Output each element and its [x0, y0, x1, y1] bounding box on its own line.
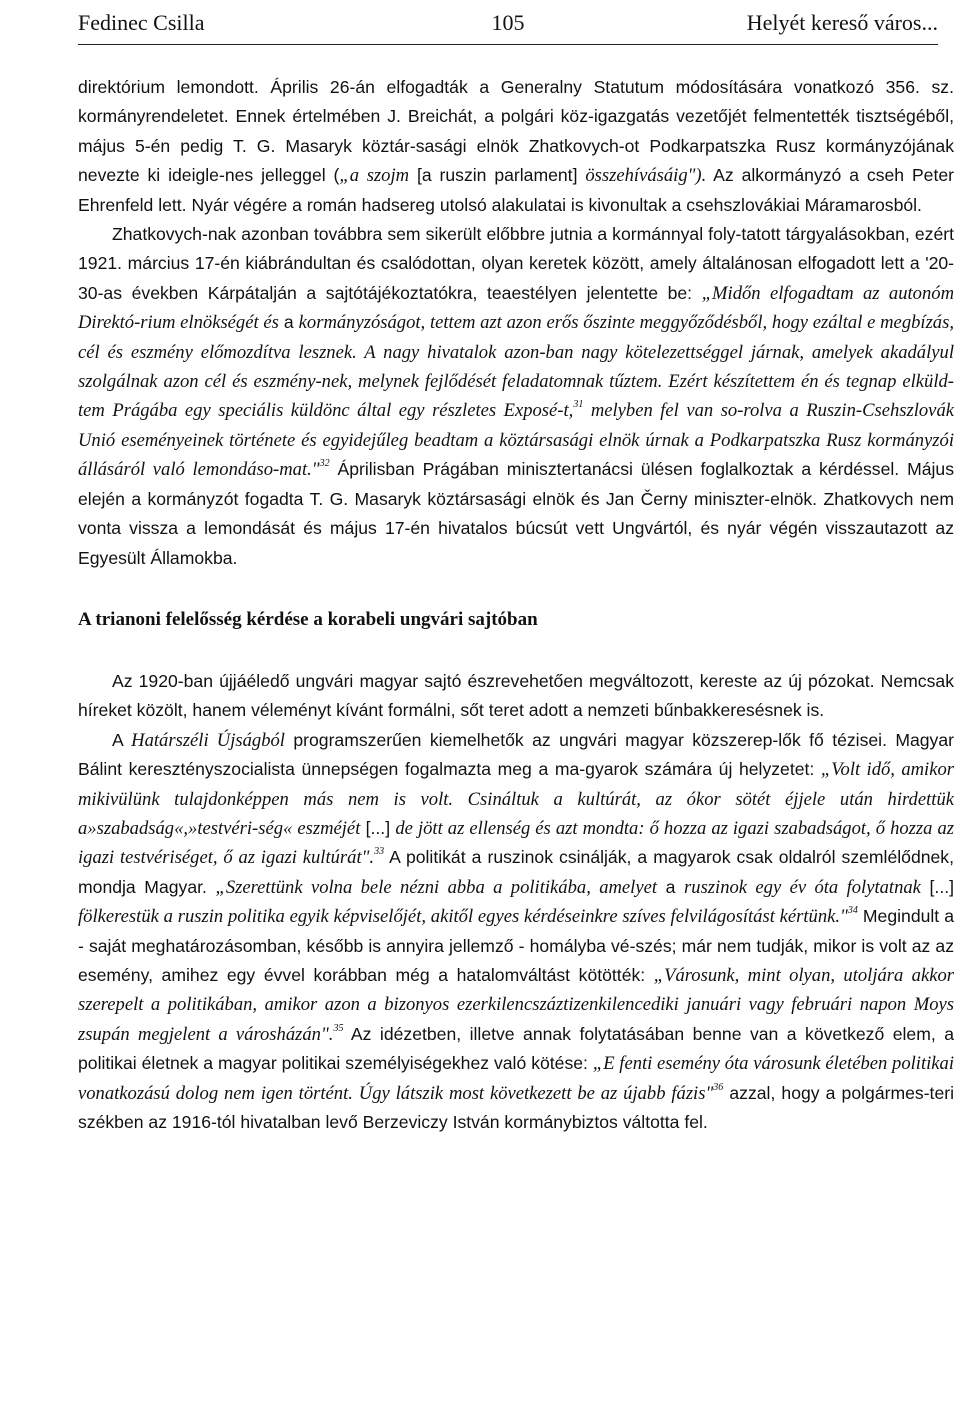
p2-quote-3: melyben fel van so-rolva a Ruszin-Csehszlovák Unió eseményeinek története és egyidejűleg beadtam a köztársasági elnök úrnak a Podkarpatszka Rusz kormányzói állásáról való lemondáso-mat." [78, 400, 954, 481]
header-page-number: 105 [491, 10, 525, 35]
header-short-title: Helyét kereső város... [746, 10, 938, 35]
p4-quote-3: ruszinok egy év óta folytatnak [684, 876, 921, 898]
p1-quote-end: összehívásáig"). [585, 165, 707, 187]
p1-quote-szojm: szojm [366, 165, 410, 187]
p4-quote-1: „Volt idő, amikor mikivülünk tulajdonképpen más nem is volt. Csináltuk a kultúrát, az ókor sötét éjjele után hirdettük a»szabadság«,»testvéri-ség« eszméjét [78, 759, 954, 839]
p1-text-1: direktórium lemondott. Április 26-án elfogadták a Generalny Statutum módosítására vonatkozó 356. sz. kormányrendeletet. Ennek értelmében J. Breichát, a polgári köz-igazgatás vezetőjét felmentették tisztségéből, május 5-én pedig T. G. Masaryk köztár-sasági elnök Zhatkovych-ot Podkarpatszka Rusz kormányzójának nevezte ki ideigle-nes jelleggel ( [78, 77, 954, 186]
p4-newspaper-title: Határszéli Újságból [131, 729, 285, 751]
p4-text-1: programszerűen kiemelhetők az ungvári magyar közszerep-lők fő tézisei. Magyar Bálint keresztényszocialista ünnepségen fogalmazta meg a ma-gyarok számára új helyzetet: [78, 729, 955, 780]
footnote-31[interactable]: 31 [573, 399, 584, 411]
p4-quote-6: „E fenti esemény óta városunk életében politikai vonatkozású dolog nem igen történt. Úgy látszik most következett be az újabb fázis" [78, 1053, 954, 1104]
p2-text-1: Zhatkovych-nak azonban továbbra sem sikerült előbbre jutnia a kormánnyal foly-tatott tárgyalásokban, ezért 1921. március 17-én kiábrándultan és csalódottan, olyan keretek között, amely általánosan elfogadott lett a '20-30-as években Kárpátalján a sajtótájékoztatókra, teaestélyen jelentette be: [78, 224, 954, 303]
p2-text-2: Áprilisban Prágában minisztertanácsi ülésen foglalkoztak a kérdéssel. Május elején a kormányzót fogadta T. G. Masaryk köztársasági elnök és Jan Černy miniszter-elnök. Zhatkovych nem vonta vissza a lemondását és május 17-én hivatalos búcsút vett Ungvártól, és nyár végén visszautazott az Egyesült Államokba. [78, 459, 954, 568]
p4-quote-1b: de jött az ellenség és azt mondta: ő hozza az igazi szabadságot, ő hozza az igazi testvériséget, ő az igazi kultúrát". [78, 817, 954, 869]
p4-text-3: Megindult a - saját meghatározásomban, később is annyira jellemző - homályba vé-szés; már nem tudják, mikor is volt az az esemény, amihez egy évvel korábban még a hatalomváltást kötötték: [78, 906, 954, 985]
header-rule [78, 44, 938, 45]
p4-text-4: Az idézetben, illetve annak folytatásában benne van a következő elem, a politikai életnek a magyar politikai személyiségekhez való kötése: [78, 1023, 955, 1074]
p4-quote-4: fölkerestük a ruszin politika egyik képviselőjét, akitől egyes kérdéseinkre szíves felvilágosítást kértünk." [78, 906, 848, 928]
p4-ellipsis-2: [...] [920, 876, 954, 897]
p4-quote-2: „Szerettünk volna bele nézni abba a politikába, amelyet [215, 876, 658, 898]
paragraph-3 [78, 667, 954, 726]
p1-text-2: Az alkormányzó a cseh Peter Ehrenfeld lett. Nyár végére a román hadsereg utolsó alakulatai is kivonultak a csehszlovákiai Máramarosból. [78, 165, 954, 215]
p4-quote-5: „Városunk, mint olyan, utoljára akkor szerepelt a politikában, amikor azon a bizonyos ezerkilencszáztizenkilencediki januári vagy februári napon Moys zsupán megjelent a városházán". [78, 964, 955, 1045]
paragraph-1 [78, 73, 954, 220]
footnote-35[interactable]: 35 [333, 1022, 344, 1034]
p4-text-5: azzal, hogy a polgármes-teri székben az 1916-tól hivatalban levő Berzeviczy István kormánybiztos váltotta fel. [78, 1082, 954, 1132]
header-author: Fedinec Csilla [78, 10, 205, 35]
p2-quote-a: a [278, 312, 299, 333]
footnote-32[interactable]: 32 [319, 458, 330, 470]
paragraph-2 [78, 220, 954, 573]
p2-quote-2: kormányzóságot, tettem azt azon erős őszinte meggyőződésből, hogy ezáltal e megbízás, cél és eszmény előmozdítva lesznek. A nagy hivatalok azon-ban nagy kötelezettséggel járnak, amelyek akadályul szolgálnak azon cél és eszmény-nek, melynek fejlődését feladatomnak tűztem. Ezért készítettem én és tegnap elküld-tem Prágába egy speciális küldönc által egy részletes Exposé-t, [78, 312, 954, 422]
p3-text: Az 1920-ban újjáéledő ungvári magyar sajtó észrevehetően megváltozott, kereste az új pózokat. Nemcsak híreket közölt, hanem véleményt kívánt formálni, sőt teret adott a nemzeti bűnbakkeresésnek is. [78, 670, 954, 721]
page-body [78, 73, 954, 1137]
footnote-36[interactable]: 36 [713, 1081, 724, 1093]
p4-a2: a [657, 876, 685, 897]
paragraph-4 [78, 726, 954, 1138]
p1-quote-bracket: [a ruszin parlament] [409, 165, 586, 186]
p4-a1: A [112, 729, 132, 750]
p2-quote-1: „Midőn elfogadtam az autonóm Direktó-rium elnökségét és [78, 282, 954, 334]
p4-ellipsis-1: [...] [360, 817, 396, 838]
section-heading: A trianoni felelősség kérdése a korabeli ungvári sajtóban [78, 608, 538, 630]
footnote-33[interactable]: 33 [374, 846, 385, 858]
p1-quote-open: „a [339, 165, 367, 187]
p4-text-2: A politikát a ruszinok csinálják, a magyarok csak oldalról szemlélődnek, mondja Magyar. [78, 847, 954, 897]
footnote-34[interactable]: 34 [847, 905, 858, 917]
running-header [78, 8, 938, 42]
